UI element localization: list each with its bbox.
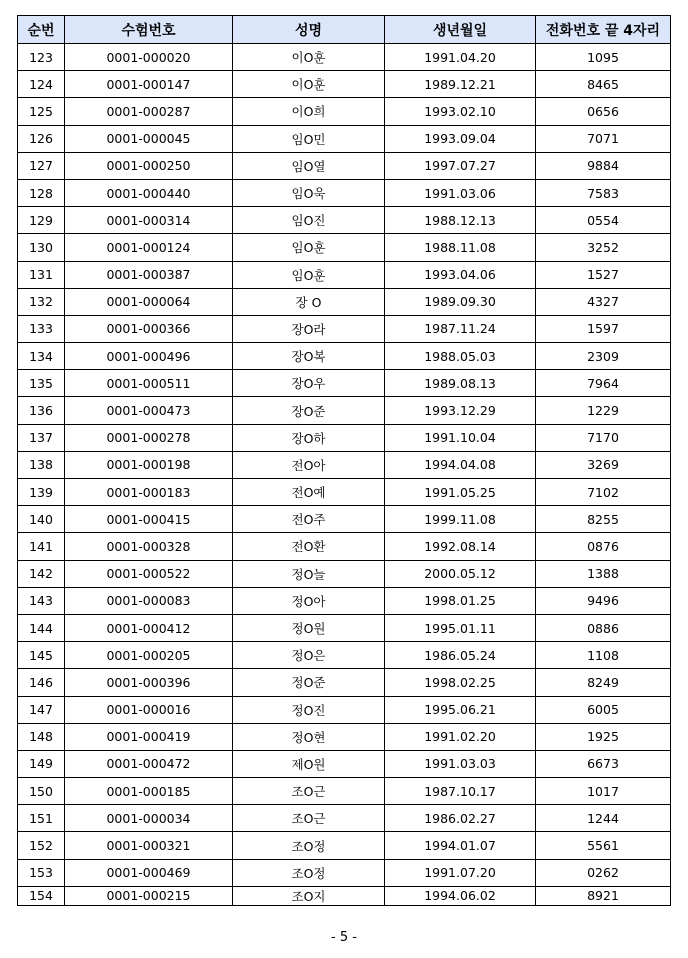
exam-number-cell: 0001-000016 <box>65 696 233 723</box>
birthdate-cell: 1998.01.25 <box>385 587 536 614</box>
exam-number-cell: 0001-000185 <box>65 778 233 805</box>
table-row <box>18 750 671 777</box>
name-cell: 장O복 <box>233 343 385 370</box>
birthdate-cell: 2000.05.12 <box>385 560 536 587</box>
header-birthdate: 생년월일 <box>385 16 536 44</box>
table-row <box>18 315 671 342</box>
phone-last4-cell: 1388 <box>536 560 671 587</box>
table-row <box>18 506 671 533</box>
seq-cell: 123 <box>18 44 65 71</box>
birthdate-cell: 1989.12.21 <box>385 71 536 98</box>
seq-cell: 137 <box>18 424 65 451</box>
exam-number-cell: 0001-000419 <box>65 723 233 750</box>
seq-cell: 143 <box>18 587 65 614</box>
seq-cell: 126 <box>18 125 65 152</box>
birthdate-cell: 1997.07.27 <box>385 152 536 179</box>
table-row <box>18 859 671 886</box>
header-phone-last4: 전화번호 끝 4자리 <box>536 16 671 44</box>
name-cell: 장O우 <box>233 370 385 397</box>
seq-cell: 154 <box>18 886 65 905</box>
name-cell: 임O진 <box>233 207 385 234</box>
seq-cell: 131 <box>18 261 65 288</box>
name-cell: 임O훈 <box>233 261 385 288</box>
name-cell: 전O주 <box>233 506 385 533</box>
phone-last4-cell: 8249 <box>536 669 671 696</box>
birthdate-cell: 1991.02.20 <box>385 723 536 750</box>
seq-cell: 140 <box>18 506 65 533</box>
birthdate-cell: 1989.09.30 <box>385 288 536 315</box>
name-cell: 장O하 <box>233 424 385 451</box>
phone-last4-cell: 1108 <box>536 642 671 669</box>
seq-cell: 151 <box>18 805 65 832</box>
exam-number-cell: 0001-000183 <box>65 479 233 506</box>
birthdate-cell: 1994.01.07 <box>385 832 536 859</box>
exam-number-cell: 0001-000366 <box>65 315 233 342</box>
phone-last4-cell: 7583 <box>536 179 671 206</box>
name-cell: 전O환 <box>233 533 385 560</box>
seq-cell: 132 <box>18 288 65 315</box>
exam-number-cell: 0001-000198 <box>65 451 233 478</box>
phone-last4-cell: 1597 <box>536 315 671 342</box>
exam-number-cell: 0001-000321 <box>65 832 233 859</box>
table-row <box>18 479 671 506</box>
phone-last4-cell: 3269 <box>536 451 671 478</box>
phone-last4-cell: 0876 <box>536 533 671 560</box>
table-row <box>18 832 671 859</box>
exam-number-cell: 0001-000064 <box>65 288 233 315</box>
table-row <box>18 560 671 587</box>
table-row <box>18 451 671 478</box>
table-row <box>18 805 671 832</box>
table-row <box>18 234 671 261</box>
phone-last4-cell: 9884 <box>536 152 671 179</box>
phone-last4-cell: 8921 <box>536 886 671 905</box>
seq-cell: 130 <box>18 234 65 261</box>
name-cell: 장 O <box>233 288 385 315</box>
birthdate-cell: 1991.03.06 <box>385 179 536 206</box>
birthdate-cell: 1999.11.08 <box>385 506 536 533</box>
birthdate-cell: 1993.09.04 <box>385 125 536 152</box>
birthdate-cell: 1991.10.04 <box>385 424 536 451</box>
table-row <box>18 696 671 723</box>
seq-cell: 129 <box>18 207 65 234</box>
seq-cell: 153 <box>18 859 65 886</box>
seq-cell: 139 <box>18 479 65 506</box>
seq-cell: 150 <box>18 778 65 805</box>
seq-cell: 135 <box>18 370 65 397</box>
exam-number-cell: 0001-000205 <box>65 642 233 669</box>
exam-number-cell: 0001-000496 <box>65 343 233 370</box>
seq-cell: 146 <box>18 669 65 696</box>
table-row <box>18 152 671 179</box>
phone-last4-cell: 7071 <box>536 125 671 152</box>
birthdate-cell: 1986.05.24 <box>385 642 536 669</box>
birthdate-cell: 1995.01.11 <box>385 614 536 641</box>
name-cell: 임O훈 <box>233 234 385 261</box>
birthdate-cell: 1991.05.25 <box>385 479 536 506</box>
exam-number-cell: 0001-000440 <box>65 179 233 206</box>
birthdate-cell: 1994.06.02 <box>385 886 536 905</box>
exam-number-cell: 0001-000020 <box>65 44 233 71</box>
exam-number-cell: 0001-000473 <box>65 397 233 424</box>
seq-cell: 125 <box>18 98 65 125</box>
birthdate-cell: 1994.04.08 <box>385 451 536 478</box>
name-cell: 임O민 <box>233 125 385 152</box>
birthdate-cell: 1993.12.29 <box>385 397 536 424</box>
phone-last4-cell: 8255 <box>536 506 671 533</box>
table-row <box>18 179 671 206</box>
birthdate-cell: 1988.12.13 <box>385 207 536 234</box>
seq-cell: 152 <box>18 832 65 859</box>
table-row <box>18 288 671 315</box>
phone-last4-cell: 3252 <box>536 234 671 261</box>
exam-number-cell: 0001-000396 <box>65 669 233 696</box>
seq-cell: 134 <box>18 343 65 370</box>
exam-number-cell: 0001-000034 <box>65 805 233 832</box>
exam-number-cell: 0001-000387 <box>65 261 233 288</box>
exam-number-cell: 0001-000412 <box>65 614 233 641</box>
exam-number-cell: 0001-000415 <box>65 506 233 533</box>
table-row <box>18 44 671 71</box>
table-row <box>18 778 671 805</box>
birthdate-cell: 1988.11.08 <box>385 234 536 261</box>
seq-cell: 128 <box>18 179 65 206</box>
name-cell: 이O훈 <box>233 44 385 71</box>
table-row <box>18 71 671 98</box>
name-cell: 이O희 <box>233 98 385 125</box>
phone-last4-cell: 0886 <box>536 614 671 641</box>
phone-last4-cell: 1017 <box>536 778 671 805</box>
name-cell: 전O예 <box>233 479 385 506</box>
header-seq: 순번 <box>18 16 65 44</box>
table-row <box>18 669 671 696</box>
phone-last4-cell: 5561 <box>536 832 671 859</box>
table-row <box>18 886 671 905</box>
exam-number-cell: 0001-000469 <box>65 859 233 886</box>
birthdate-cell: 1995.06.21 <box>385 696 536 723</box>
birthdate-cell: 1986.02.27 <box>385 805 536 832</box>
table-row <box>18 261 671 288</box>
exam-number-cell: 0001-000250 <box>65 152 233 179</box>
name-cell: 정O현 <box>233 723 385 750</box>
phone-last4-cell: 0554 <box>536 207 671 234</box>
birthdate-cell: 1991.04.20 <box>385 44 536 71</box>
table-row <box>18 207 671 234</box>
exam-number-cell: 0001-000287 <box>65 98 233 125</box>
table-row <box>18 343 671 370</box>
name-cell: 임O욱 <box>233 179 385 206</box>
name-cell: 정O은 <box>233 642 385 669</box>
birthdate-cell: 1993.02.10 <box>385 98 536 125</box>
name-cell: 정O아 <box>233 587 385 614</box>
table-row <box>18 370 671 397</box>
table-row <box>18 642 671 669</box>
name-cell: 조O정 <box>233 832 385 859</box>
seq-cell: 145 <box>18 642 65 669</box>
phone-last4-cell: 6673 <box>536 750 671 777</box>
phone-last4-cell: 6005 <box>536 696 671 723</box>
exam-number-cell: 0001-000278 <box>65 424 233 451</box>
phone-last4-cell: 4327 <box>536 288 671 315</box>
seq-cell: 136 <box>18 397 65 424</box>
table-row <box>18 125 671 152</box>
birthdate-cell: 1989.08.13 <box>385 370 536 397</box>
seq-cell: 138 <box>18 451 65 478</box>
exam-number-cell: 0001-000083 <box>65 587 233 614</box>
name-cell: 정O준 <box>233 669 385 696</box>
phone-last4-cell: 7964 <box>536 370 671 397</box>
table-row <box>18 98 671 125</box>
birthdate-cell: 1987.11.24 <box>385 315 536 342</box>
seq-cell: 147 <box>18 696 65 723</box>
phone-last4-cell: 1095 <box>536 44 671 71</box>
header-name: 성명 <box>233 16 385 44</box>
birthdate-cell: 1992.08.14 <box>385 533 536 560</box>
phone-last4-cell: 7102 <box>536 479 671 506</box>
name-cell: 조O근 <box>233 805 385 832</box>
name-cell: 제O원 <box>233 750 385 777</box>
birthdate-cell: 1988.05.03 <box>385 343 536 370</box>
phone-last4-cell: 7170 <box>536 424 671 451</box>
phone-last4-cell: 1527 <box>536 261 671 288</box>
birthdate-cell: 1993.04.06 <box>385 261 536 288</box>
table-row <box>18 424 671 451</box>
applicant-table <box>17 15 671 906</box>
birthdate-cell: 1987.10.17 <box>385 778 536 805</box>
name-cell: 장O라 <box>233 315 385 342</box>
name-cell: 이O훈 <box>233 71 385 98</box>
seq-cell: 142 <box>18 560 65 587</box>
seq-cell: 148 <box>18 723 65 750</box>
seq-cell: 124 <box>18 71 65 98</box>
exam-number-cell: 0001-000472 <box>65 750 233 777</box>
phone-last4-cell: 0262 <box>536 859 671 886</box>
exam-number-cell: 0001-000328 <box>65 533 233 560</box>
birthdate-cell: 1991.03.03 <box>385 750 536 777</box>
phone-last4-cell: 1229 <box>536 397 671 424</box>
name-cell: 전O아 <box>233 451 385 478</box>
name-cell: 조O정 <box>233 859 385 886</box>
table-row <box>18 397 671 424</box>
exam-number-cell: 0001-000147 <box>65 71 233 98</box>
exam-number-cell: 0001-000124 <box>65 234 233 261</box>
table-header-row <box>18 16 671 44</box>
name-cell: 조O근 <box>233 778 385 805</box>
page-number: - 5 - <box>331 930 357 945</box>
table-body <box>18 44 671 906</box>
exam-number-cell: 0001-000045 <box>65 125 233 152</box>
seq-cell: 149 <box>18 750 65 777</box>
header-exam-number: 수험번호 <box>65 16 233 44</box>
table-row <box>18 587 671 614</box>
exam-number-cell: 0001-000522 <box>65 560 233 587</box>
birthdate-cell: 1991.07.20 <box>385 859 536 886</box>
phone-last4-cell: 0656 <box>536 98 671 125</box>
phone-last4-cell: 1925 <box>536 723 671 750</box>
seq-cell: 133 <box>18 315 65 342</box>
seq-cell: 127 <box>18 152 65 179</box>
name-cell: 정O원 <box>233 614 385 641</box>
table-row <box>18 614 671 641</box>
phone-last4-cell: 9496 <box>536 587 671 614</box>
seq-cell: 144 <box>18 614 65 641</box>
name-cell: 정O늘 <box>233 560 385 587</box>
exam-number-cell: 0001-000215 <box>65 886 233 905</box>
applicant-table-container <box>17 15 670 906</box>
exam-number-cell: 0001-000511 <box>65 370 233 397</box>
name-cell: 조O지 <box>233 886 385 905</box>
exam-number-cell: 0001-000314 <box>65 207 233 234</box>
name-cell: 임O열 <box>233 152 385 179</box>
name-cell: 장O준 <box>233 397 385 424</box>
name-cell: 정O진 <box>233 696 385 723</box>
birthdate-cell: 1998.02.25 <box>385 669 536 696</box>
phone-last4-cell: 1244 <box>536 805 671 832</box>
seq-cell: 141 <box>18 533 65 560</box>
phone-last4-cell: 8465 <box>536 71 671 98</box>
table-row <box>18 723 671 750</box>
table-row <box>18 533 671 560</box>
phone-last4-cell: 2309 <box>536 343 671 370</box>
